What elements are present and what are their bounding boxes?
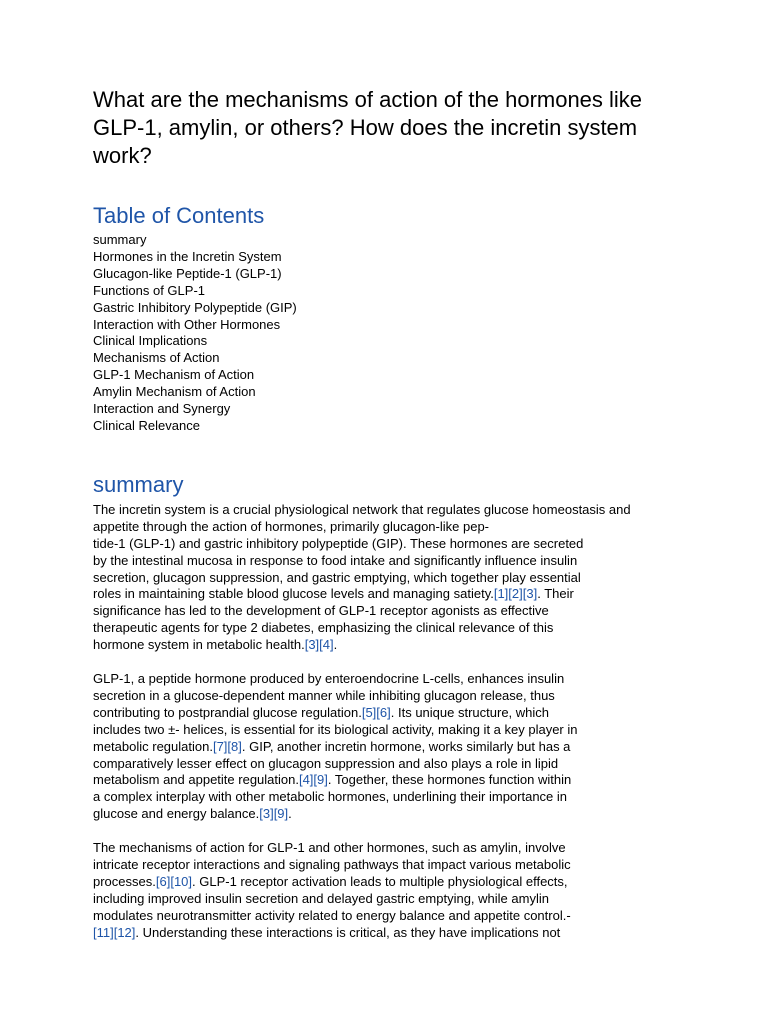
summary-paragraph	[93, 502, 693, 654]
text-line: therapeutic agents for type 2 diabetes, emphasizing the clinical relevance of this	[93, 620, 554, 636]
text-segment: . Their	[537, 586, 574, 602]
toc-item-amylin-mechanism[interactable]: Amylin Mechanism of Action	[93, 384, 256, 400]
text-line: significance has led to the development of GLP-1 receptor agonists as effective	[93, 603, 549, 619]
text-line	[93, 874, 693, 891]
toc-item-glp-1-mechanism[interactable]: GLP-1 Mechanism of Action	[93, 367, 255, 383]
table-of-contents	[93, 232, 693, 435]
citation-link[interactable]: [1][2][3]	[493, 586, 538, 602]
document-page	[93, 86, 693, 959]
text-segment: . GLP-1 receptor activation leads to multiple physiological effects,	[192, 874, 568, 889]
toc-heading: Table of Contents	[93, 203, 265, 228]
summary-paragraph	[93, 840, 693, 941]
text-line: modulates neurotransmitter activity related to energy balance and appetite control.-	[93, 907, 571, 923]
citation-link[interactable]: [3][4]	[304, 637, 334, 653]
text-line: intricate receptor interactions and signaling pathways that impact various metabolic	[93, 857, 571, 873]
toc-item-glp-1[interactable]: Glucagon-like Peptide-1 (GLP-1)	[93, 265, 282, 281]
title-line: What are the mechanisms of action of the hormones like	[93, 87, 643, 112]
text-line	[93, 806, 693, 823]
citation-link[interactable]: [11][12]	[93, 924, 136, 940]
citation-link[interactable]: [5][6]	[361, 704, 391, 720]
summary-paragraph	[93, 671, 693, 823]
text-segment: hormone system in metabolic health.	[93, 637, 305, 653]
text-segment: roles in maintaining stable blood glucose levels and managing satiety.	[93, 586, 494, 602]
text-segment: glucose and energy balance.	[93, 806, 260, 822]
toc-item-gip[interactable]: Gastric Inhibitory Polypeptide (GIP)	[93, 299, 297, 315]
toc-item-functions-glp-1[interactable]: Functions of GLP-1	[93, 282, 205, 298]
citation-link[interactable]: [4][9]	[298, 772, 328, 788]
text-line: GLP-1, a peptide hormone produced by enteroendocrine L-cells, enhances insulin	[93, 671, 565, 687]
toc-item-clinical-implications[interactable]: Clinical Implications	[93, 333, 208, 349]
toc-item-hormones-incretin-system[interactable]: Hormones in the Incretin System	[93, 248, 282, 264]
text-segment: .	[333, 637, 338, 653]
toc-item-interaction-synergy[interactable]: Interaction and Synergy	[93, 401, 231, 417]
text-segment: .	[288, 806, 292, 822]
text-segment: . Understanding these interactions is critical, as they have implications not	[135, 924, 561, 940]
citation-link[interactable]: [3][9]	[259, 806, 289, 822]
toc-item-mechanisms-of-action[interactable]: Mechanisms of Action	[93, 350, 220, 366]
text-line: including improved insulin secretion and delayed gastric emptying, while amylin	[93, 890, 549, 906]
text-line	[93, 739, 693, 756]
text-line: secretion in a glucose-dependent manner while inhibiting glucagon release, thus	[93, 687, 555, 703]
text-line: appetite through the action of hormones, primarily glucagon-like pep-	[93, 518, 490, 534]
text-segment: metabolism and appetite regulation.	[93, 772, 299, 788]
summary-heading: summary	[93, 471, 184, 497]
title-line: work?	[93, 143, 152, 168]
text-line: includes two ±- helices, is essential for its biological activity, making it a key player in	[93, 721, 578, 737]
text-segment: . Together, these hormones function within	[327, 772, 572, 788]
citation-link[interactable]: [6][10]	[155, 874, 193, 889]
text-line	[93, 925, 693, 942]
text-segment: . GIP, another incretin hormone, works similarly but has a	[241, 738, 571, 754]
text-line: by the intestinal mucosa in response to food intake and significantly influence insulin	[93, 552, 578, 568]
text-segment: contributing to postprandial glucose regulation.	[93, 704, 362, 720]
text-line	[93, 637, 693, 654]
text-line: The incretin system is a crucial physiological network that regulates glucose homeostasis and	[93, 501, 631, 517]
text-line: tide-1 (GLP-1) and gastric inhibitory polypeptide (GIP). These hormones are secreted	[93, 535, 584, 551]
text-line: The mechanisms of action for GLP-1 and other hormones, such as amylin, involve	[93, 840, 566, 856]
text-line	[93, 705, 693, 722]
text-line: a complex interplay with other metabolic hormones, underlining their importance in	[93, 789, 568, 805]
title-line: GLP-1, amylin, or others? How does the incretin system	[93, 115, 638, 140]
text-segment: metabolic regulation.	[93, 738, 213, 754]
text-segment: . Its unique structure, which	[390, 704, 550, 720]
document-title	[93, 86, 693, 170]
toc-item-interaction-other-hormones[interactable]: Interaction with Other Hormones	[93, 316, 281, 332]
text-line	[93, 586, 693, 603]
toc-item-clinical-relevance[interactable]: Clinical Relevance	[93, 417, 200, 433]
text-line: comparatively lesser effect on glucagon suppression and also plays a role in lipid	[93, 755, 559, 771]
text-line: secretion, glucagon suppression, and gastric emptying, which together play essential	[93, 569, 581, 585]
text-segment: processes.	[93, 874, 156, 889]
toc-item-summary[interactable]: summary	[93, 232, 147, 247]
text-line	[93, 772, 693, 789]
citation-link[interactable]: [7][8]	[212, 738, 242, 754]
